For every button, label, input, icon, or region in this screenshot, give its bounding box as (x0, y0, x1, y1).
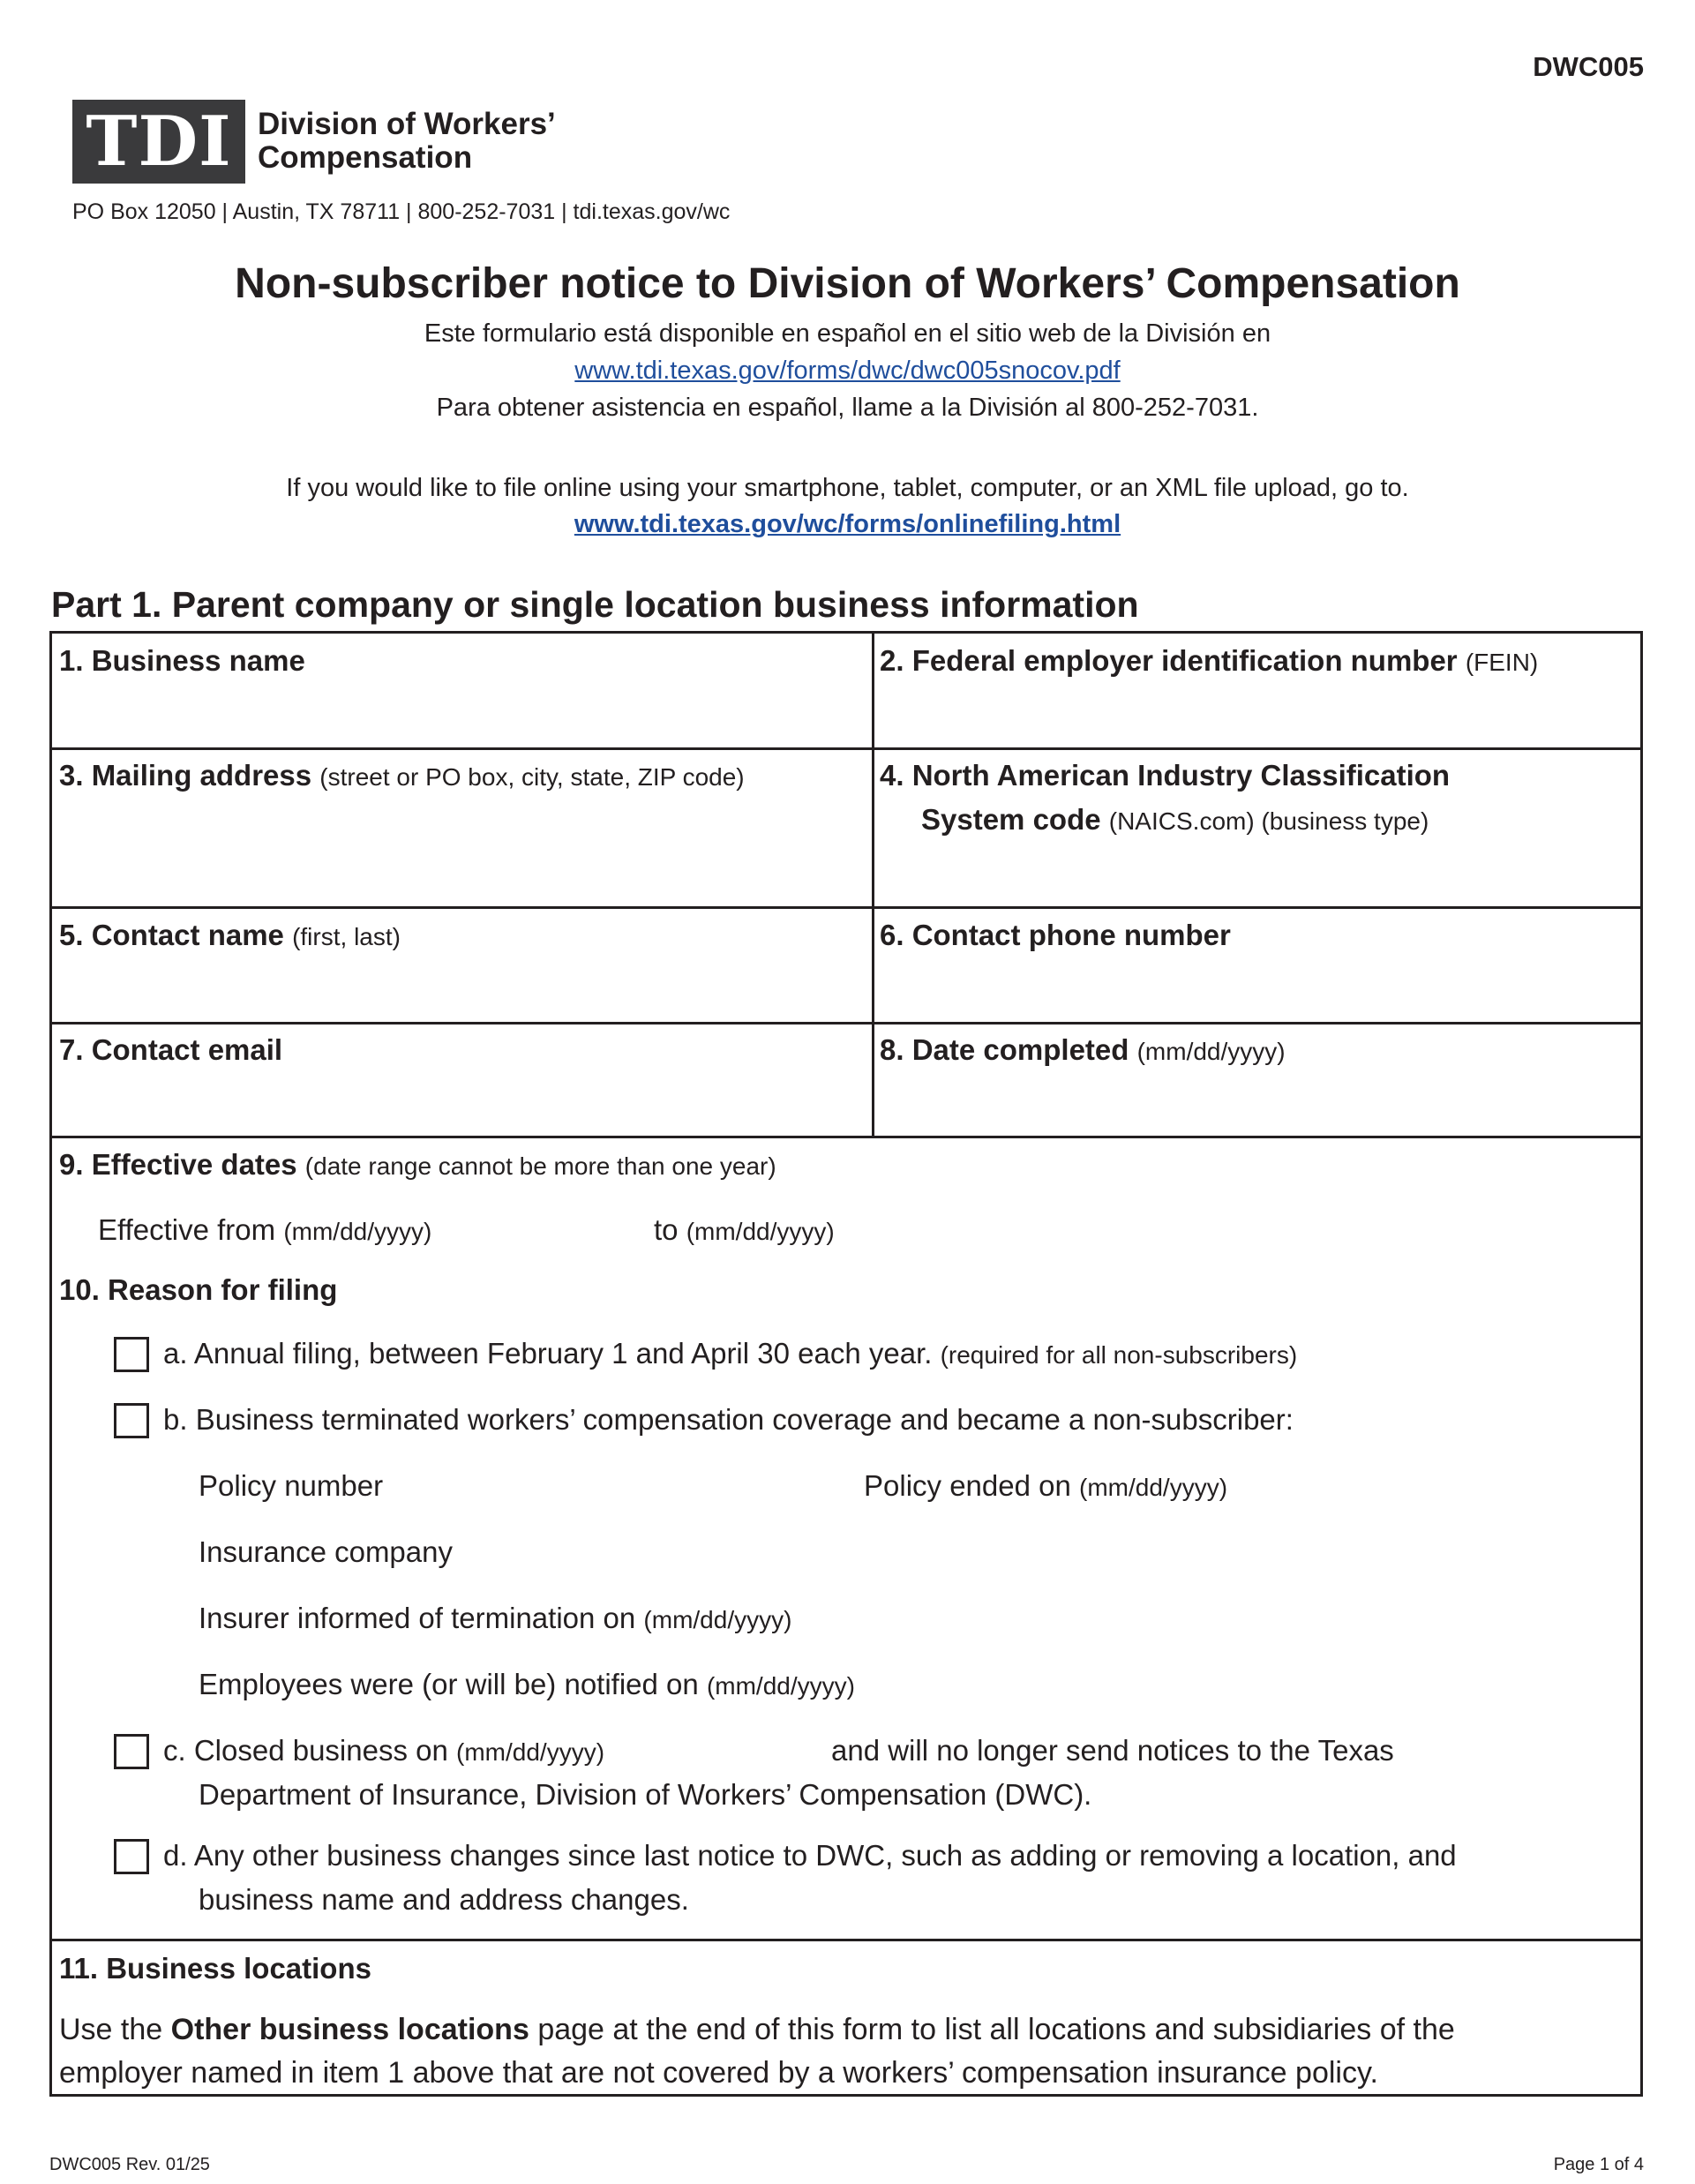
employees-notified-field[interactable]: Employees were (or will be) notified on (mm/dd/yyyy) (199, 1668, 855, 1700)
option-b-label: b. Business terminated workers’ compensation coverage and became a non-subscriber: (163, 1403, 1294, 1436)
tdi-logo: TDI (72, 100, 245, 184)
effective-from-field[interactable]: Effective from (mm/dd/yyyy) (98, 1213, 432, 1246)
part-1-form (49, 631, 1643, 2097)
logo-division-text (258, 108, 556, 175)
option-d-checkbox[interactable] (114, 1839, 149, 1874)
footer-page-number: Page 1 of 4 (1553, 2155, 1644, 2174)
logo-line-2: Compensation (258, 140, 473, 175)
page-title: Non-subscriber notice to Division of Workers’ Compensation (235, 260, 1460, 307)
business-locations-instructions-line-2: employer named in item 1 above that are not covered by a workers’ compensation insurance policy. (59, 2056, 1378, 2090)
business-locations-instructions: Use the Other business locations page at the end of this form to list all locations and subsidiaries of the (59, 2013, 1455, 2046)
option-c-label: c. Closed business on (mm/dd/yyyy) (163, 1734, 605, 1767)
date-completed-field[interactable]: 8. Date completed (mm/dd/yyyy) (880, 1033, 1286, 1066)
insurer-informed-field[interactable]: Insurer informed of termination on (mm/dd/yyyy) (199, 1602, 792, 1634)
policy-number-field[interactable]: Policy number (199, 1469, 384, 1502)
effective-to-field[interactable]: to (mm/dd/yyyy) (654, 1213, 835, 1246)
address-line: PO Box 12050 | Austin, TX 78711 | 800-252-7031 | tdi.texas.gov/wc (72, 199, 731, 224)
option-b-checkbox[interactable] (114, 1403, 149, 1438)
option-d-label-line-2: business name and address changes. (199, 1883, 689, 1916)
naics-field-line-2: System code (NAICS.com) (business type) (921, 803, 1429, 836)
effective-dates-label: 9. Effective dates (date range cannot be more than one year) (59, 1148, 776, 1181)
option-c-label-line-2: Department of Insurance, Division of Workers’ Compensation (DWC). (199, 1778, 1092, 1811)
option-a-checkbox[interactable] (114, 1337, 149, 1372)
contact-email-field[interactable]: 7. Contact email (59, 1033, 283, 1066)
business-name-field[interactable]: 1. Business name (59, 644, 305, 677)
logo-line-1: Division of Workers’ (258, 107, 556, 141)
option-d-label: d. Any other business changes since last notice to DWC, such as adding or removing a location, and (163, 1839, 1457, 1872)
insurance-company-field[interactable]: Insurance company (199, 1535, 453, 1568)
part-1-heading: Part 1. Parent company or single location business information (51, 584, 1139, 625)
option-c-label-rest: and will no longer send notices to the Texas (831, 1734, 1394, 1767)
reason-for-filing-label: 10. Reason for filing (59, 1273, 338, 1306)
contact-phone-field[interactable]: 6. Contact phone number (880, 919, 1231, 951)
business-locations-label: 11. Business locations (59, 1952, 371, 1985)
option-c-checkbox[interactable] (114, 1734, 149, 1769)
online-filing-link[interactable]: www.tdi.texas.gov/wc/forms/onlinefiling.html (574, 510, 1121, 538)
spanish-form-link[interactable]: www.tdi.texas.gov/forms/dwc/dwc005snocov.pdf (574, 356, 1121, 385)
mailing-address-field[interactable]: 3. Mailing address (street or PO box, city, state, ZIP code) (59, 759, 745, 792)
online-link-row (0, 510, 1695, 539)
naics-field[interactable]: 4. North American Industry Classification (880, 759, 1451, 792)
fein-field[interactable]: 2. Federal employer identification number (FEIN) (880, 644, 1539, 677)
form-code: DWC005 (1533, 51, 1644, 82)
contact-name-field[interactable]: 5. Contact name (first, last) (59, 919, 401, 951)
spanish-notice-line-1: Este formulario está disponible en español en el sitio web de la División en (424, 319, 1271, 348)
option-a-label: a. Annual filing, between February 1 and April 30 each year. (required for all non-subscribers) (163, 1337, 1298, 1370)
online-filing-text: If you would like to file online using your smartphone, tablet, computer, or an XML file upload, go to. (286, 474, 1409, 502)
policy-ended-field[interactable]: Policy ended on (mm/dd/yyyy) (864, 1469, 1228, 1502)
spanish-notice-line-2: Para obtener asistencia en español, llame a la División al 800-252-7031. (436, 394, 1259, 422)
spanish-link-row (0, 356, 1695, 386)
footer-revision: DWC005 Rev. 01/25 (49, 2155, 210, 2174)
